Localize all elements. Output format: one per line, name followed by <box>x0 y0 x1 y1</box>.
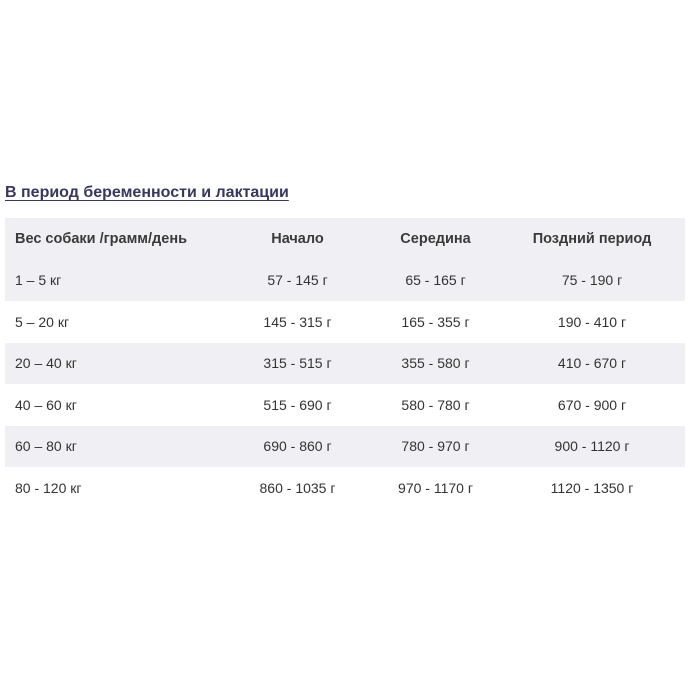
cell-weight: 60 – 80 кг <box>15 438 77 455</box>
cell-late: 1120 - 1350 г <box>550 479 634 496</box>
cell-weight: 5 – 20 кг <box>15 313 70 330</box>
cell-middle: 355 - 580 г <box>401 355 470 372</box>
cell-weight: 1 – 5 кг <box>15 272 62 289</box>
section-heading: В период беременности и лактации <box>5 184 289 201</box>
table-row <box>5 467 685 509</box>
cell-start: 57 - 145 г <box>267 272 328 289</box>
feeding-table <box>5 218 685 509</box>
header-middle: Середина <box>400 230 471 247</box>
table-row <box>5 426 685 468</box>
cell-late: 900 - 1120 г <box>554 438 630 455</box>
cell-late: 190 - 410 г <box>557 313 627 330</box>
header-start: Начало <box>271 230 324 247</box>
cell-weight: 40 – 60 кг <box>15 396 77 413</box>
table-header-row <box>5 218 685 260</box>
header-weight: Вес собаки /грамм/день <box>15 230 187 247</box>
cell-late: 75 - 190 г <box>561 272 623 289</box>
cell-late: 410 - 670 г <box>557 355 627 372</box>
table-row <box>5 260 685 302</box>
cell-middle: 165 - 355 г <box>401 313 470 330</box>
cell-start: 145 - 315 г <box>263 313 332 330</box>
cell-start: 515 - 690 г <box>263 396 332 413</box>
cell-middle: 65 - 165 г <box>405 272 466 289</box>
cell-late: 670 - 900 г <box>557 396 627 413</box>
cell-middle: 780 - 970 г <box>401 438 470 455</box>
header-late: Поздний период <box>532 230 652 247</box>
cell-middle: 580 - 780 г <box>401 396 470 413</box>
cell-middle: 970 - 1170 г <box>398 479 473 496</box>
cell-weight: 20 – 40 кг <box>15 355 77 372</box>
cell-start: 860 - 1035 г <box>259 479 336 496</box>
table-row <box>5 343 685 385</box>
cell-weight: 80 - 120 кг <box>15 479 82 496</box>
cell-start: 315 - 515 г <box>263 355 332 372</box>
cell-start: 690 - 860 г <box>263 438 332 455</box>
table-row <box>5 301 685 343</box>
table-row <box>5 384 685 426</box>
